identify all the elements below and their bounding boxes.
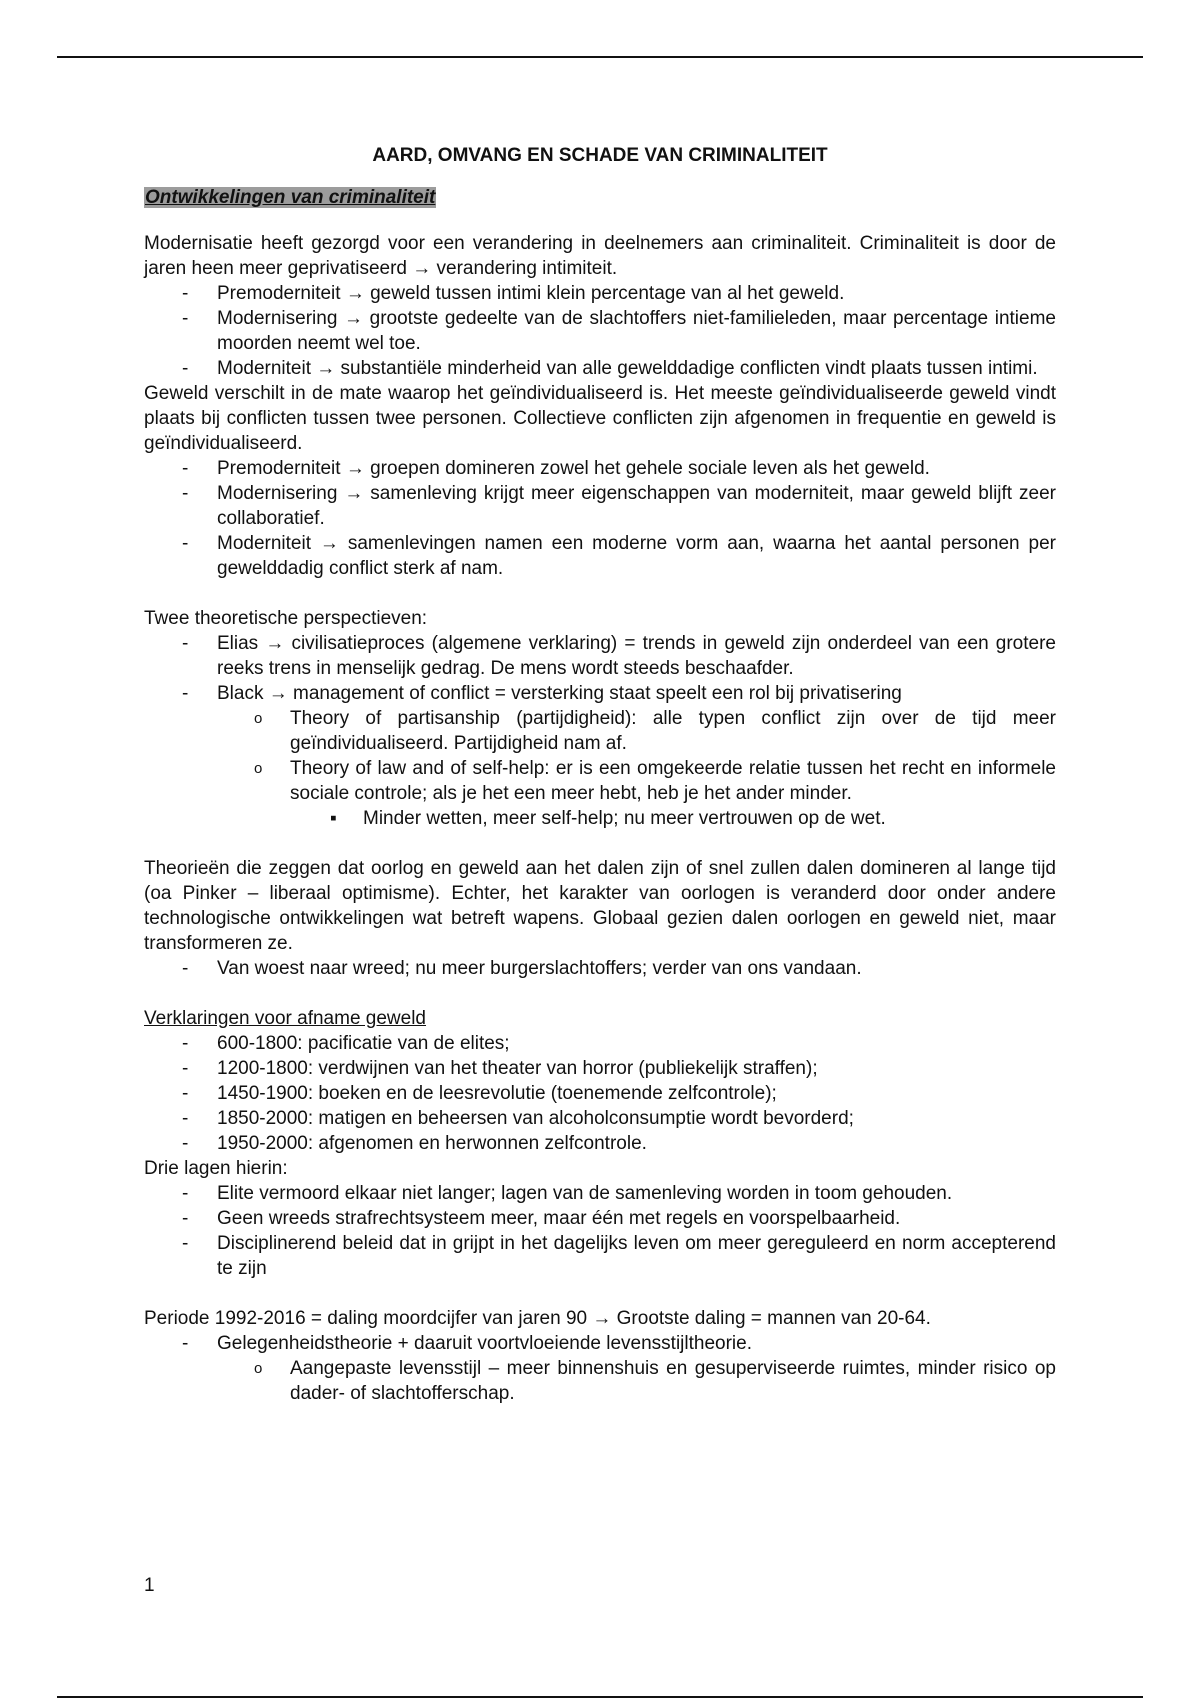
list-verklaringen [144,1031,1056,1156]
list-item: - Van woest naar wreed; nu meer burgerslachtoffers; verder van ons vandaan. [144,956,1056,981]
list-item-elias: - Elias → civilisatieproces (algemene verklaring) = trends in geweld zijn onderdeel van een grotere reeks trens in menselijk gedrag. De mens wordt steeds beschaafder. [144,631,1056,681]
paragraph-perspectieven: Twee theoretische perspectieven: [144,608,428,629]
list-item: - 600-1800: pacificatie van de elites; [144,1031,1056,1056]
list-item: - Modernisering → grootste gedeelte van de slachtoffers niet-familieleden, maar percentage intieme moorden neemt wel toe. [144,306,1056,356]
footer-rule [57,1696,1143,1698]
paragraph-periode: Periode 1992-2016 = daling moordcijfer van jaren 90 → Grootste daling = mannen van 20-64. [144,1308,931,1329]
sub-sublist [290,806,1056,831]
section-heading-wrapper [144,1006,1056,1031]
list-gelegenheid [144,1331,1056,1406]
spacer [144,981,1056,1006]
spacer [144,1281,1056,1306]
list-drie-lagen [144,1181,1056,1281]
document-page [144,143,1056,1406]
list-item: - Elite vermoord elkaar niet langer; lagen van de samenleving worden in toom gehouden. [144,1181,1056,1206]
list-item-text: Gelegenheidstheorie + daaruit voortvloeiende levensstijltheorie. [217,1333,752,1354]
sublist-item: o Theory of partisanship (partijdigheid): alle typen conflict zijn over de tijd meer geïndividualiseerd. Partijdigheid nam af. [217,706,1056,756]
page-number: 1 [144,1575,155,1596]
list-item: - 1200-1800: verdwijnen van het theater van horror (publiekelijk straffen); [144,1056,1056,1081]
list-item: - 1850-2000: matigen en beheersen van alcoholconsumptie wordt bevorderd; [144,1106,1056,1131]
list-item: - Disciplinerend beleid dat in grijpt in het dagelijks leven om meer gereguleerd en norm accepterend te zijn [144,1231,1056,1281]
list-item: - 1950-2000: afgenomen en herwonnen zelfcontrole. [144,1131,1056,1156]
sublist-item: o Aangepaste levensstijl – meer binnenshuis en gesuperviseerde ruimtes, minder risico op dader- of slachtofferschap. [217,1356,1056,1406]
list-item: - Geen wreeds strafrechtsysteem meer, maar één met regels en voorspelbaarheid. [144,1206,1056,1231]
section-heading-wrapper [144,185,1056,210]
list-item: - Premoderniteit → groepen domineren zowel het gehele sociale leven als het geweld. [144,456,1056,481]
sublist-levensstijl [217,1356,1056,1406]
paragraph-theorieen: Theorieën die zeggen dat oorlog en geweld aan het dalen zijn of snel zullen dalen domineren al lange tijd (oa Pinker – liberaal optimisme). Echter, het karakter van oorlogen is veranderd door onder andere technologische ontwikkelingen wat betreft wapens. Globaal gezien dalen oorlogen en geweld niet, maar transformeren ze. [144,858,1056,954]
section-heading-verklaringen: Verklaringen voor afname geweld [144,1008,427,1029]
list-item: - Premoderniteit → geweld tussen intimi klein percentage van al het geweld. [144,281,1056,306]
paragraph-drie-lagen: Drie lagen hierin: [144,1158,288,1179]
list-individualisering [144,456,1056,581]
sublist-item [217,756,1056,831]
list-perspectieven [144,631,1056,831]
list-oorlog [144,956,1056,981]
list-item: - Moderniteit → substantiële minderheid van alle gewelddadige conflicten vindt plaats tussen intimi. [144,356,1056,381]
list-item: - Modernisering → samenleving krijgt meer eigenschappen van moderniteit, maar geweld blijft zeer collaboratief. [144,481,1056,531]
spacer [144,831,1056,856]
paragraph-geweld: Geweld verschilt in de mate waarop het geïndividualiseerd is. Het meeste geïndividualiseerde geweld vindt plaats bij conflicten tussen twee personen. Collectieve conflicten zijn afgenomen in frequentie en geweld is geïndividualiseerd. [144,383,1056,454]
sublist-black [217,706,1056,831]
list-item-black-text: Black → management of conflict = versterking staat speelt een rol bij privatisering [217,683,902,704]
spacer [144,581,1056,606]
document-title: AARD, OMVANG EN SCHADE VAN CRIMINALITEIT [372,145,828,166]
sub-sublist-item: ▪ Minder wetten, meer self-help; nu meer vertrouwen op de wet. [290,806,1056,831]
list-intimiteit [144,281,1056,381]
paragraph-modernisatie: Modernisatie heeft gezorgd voor een verandering in deelnemers aan criminaliteit. Criminaliteit is door de jaren heen meer geprivatiseerd → verandering intimiteit. [144,233,1056,279]
list-item: - Moderniteit → samenlevingen namen een moderne vorm aan, waarna het aantal personen per gewelddadig conflict sterk af nam. [144,531,1056,581]
list-item [144,1331,1056,1406]
section-heading-ontwikkelingen: Ontwikkelingen van criminaliteit [145,187,436,208]
sublist-item-text: Theory of law and of self-help: er is een omgekeerde relatie tussen het recht en informele sociale controle; als je het een meer hebt, heb je het ander minder. [290,758,1056,804]
header-rule [57,56,1143,58]
list-item: - 1450-1900: boeken en de leesrevolutie (toenemende zelfcontrole); [144,1081,1056,1106]
list-item-black [144,681,1056,831]
